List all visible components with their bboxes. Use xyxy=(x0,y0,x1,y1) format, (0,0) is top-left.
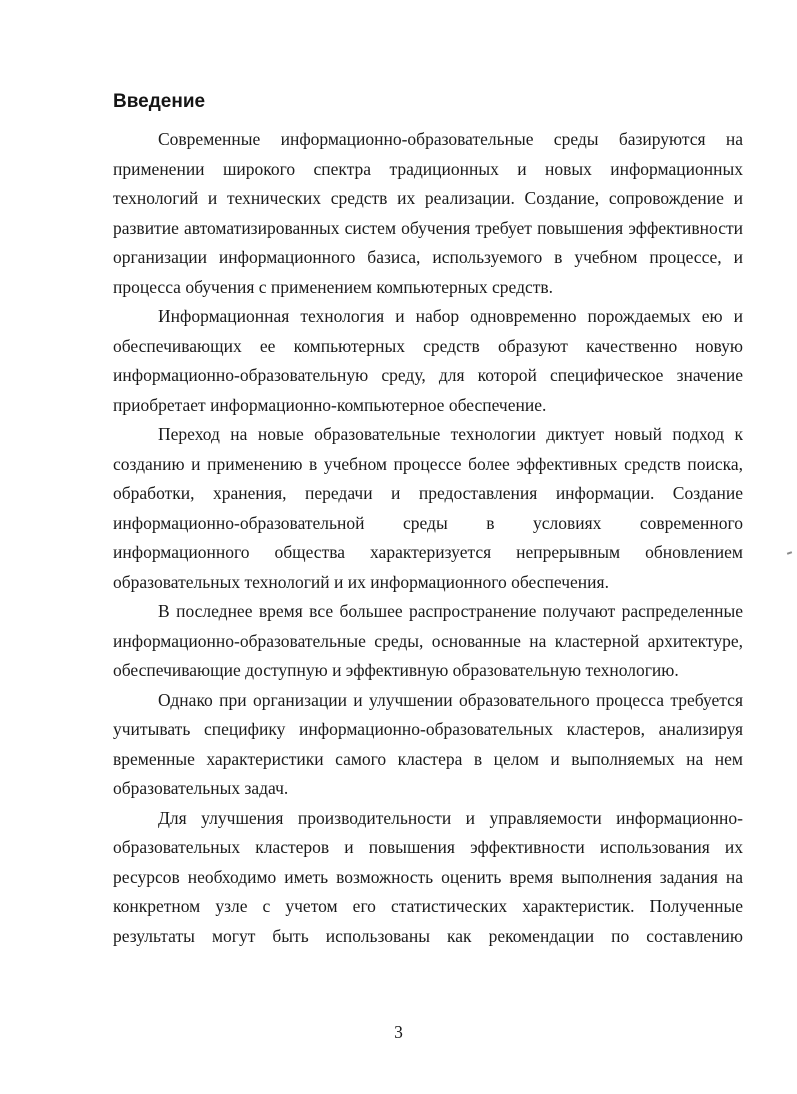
paragraph-1: Современные информационно-образовательные среды базируются на применении широкого спектра традиционных и новых информационных технологий и технических средств их реализации. Создание, сопровождение и развитие автоматизированных систем обучения требует повышения эффективности организации информационного базиса, используемого в учебном процессе, и процесса обучения с применением компьютерных средств. xyxy=(113,129,743,297)
body-text xyxy=(113,125,743,951)
section-heading: Введение xyxy=(113,91,206,112)
paragraph-4: В последнее время все большее распространение получают распределенные информационно-образовательные среды, основанные на кластерной архитектуре, обеспечивающие доступную и эффективную образовательную технологию. xyxy=(113,601,743,680)
paragraph-5: Однако при организации и улучшении образовательного процесса требуется учитывать специфику информационно-образовательных кластеров, анализируя временные характеристики самого кластера в целом и выполняемых на нем образовательных задач. xyxy=(113,689,743,798)
scan-speck xyxy=(787,551,792,555)
paragraph-3: Переход на новые образовательные технологии диктует новый подход к созданию и применению в учебном процессе более эффективных средств поиска, обработки, хранения, передачи и предоставления информации. Создание информационно-образовательной среды в условиях современного информационного общества характеризуется непрерывным обновлением образовательных технологий и их информационного обеспечения. xyxy=(113,424,743,592)
page-number: 3 xyxy=(394,1022,403,1042)
paragraph-2: Информационная технология и набор одновременно порождаемых ею и обеспечивающих ее компьютерных средств образуют качественно новую информационно-образовательную среду, для которой специфическое значение приобретает информационно-компьютерное обеспечение. xyxy=(113,306,743,415)
paragraph-6: Для улучшения производительности и управляемости информационно-образовательных кластеров и повышения эффективности использования их ресурсов необходимо иметь возможность оценить время выполнения задания на конкретном узле с учетом его статистических характеристик. Полученные результаты могут быть использованы как рекомендации по составлению xyxy=(113,807,743,946)
